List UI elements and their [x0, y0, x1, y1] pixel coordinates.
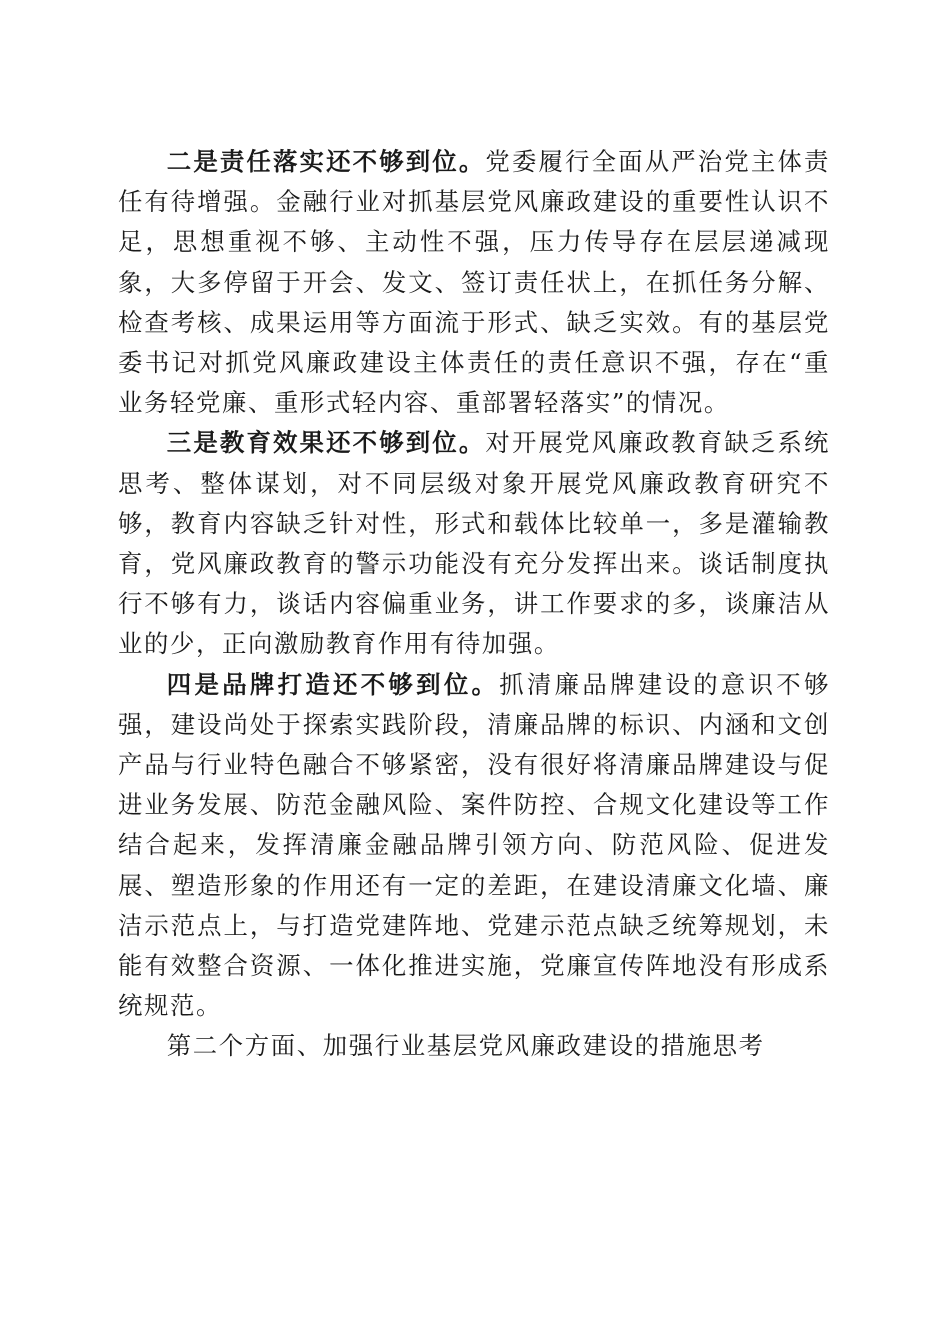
paragraph-lead: 四是品牌打造还不够到位。	[166, 669, 500, 699]
paragraph-responsibility	[118, 142, 830, 423]
paragraph-body: 抓清廉品牌建设的意识不够强，建设尚处于探索实践阶段，清廉品牌的标识、内涵和文创产品与行业特色融合不够紧密，没有很好将清廉品牌建设与促进业务发展、防范金融风险、案件防控、合规文化建设等工作结合起来，发挥清廉金融品牌引领方向、防范风险、促进发展、塑造形象的作用还有一定的差距，在建设清廉文化墙、廉洁示范点上，与打造党建阵地、党建示范点缺乏统筹规划，未能有效整合资源、一体化推进实施，党廉宣传阵地没有形成系统规范。	[118, 669, 831, 1021]
section-heading: 第二个方面、加强行业基层党风廉政建设的措施思考	[166, 1031, 765, 1061]
paragraph-body: 对开展党风廉政教育缺乏系统思考、整体谋划，对不同层级对象开展党风廉政教育研究不够，教育内容缺乏针对性，形式和载体比较单一，多是灌输教育，党风廉政教育的警示功能没有充分发挥出来。谈话制度执行不够有力，谈话内容偏重业务，讲工作要求的多，谈廉洁从业的少，正向激励教育作用有待加强。	[118, 428, 830, 659]
paragraph-body: 党委履行全面从严治党主体责任有待增强。金融行业对抓基层党风廉政建设的重要性认识不足，思想重视不够、主动性不强，压力传导存在层层递减现象，大多停留于开会、发文、签订责任状上，在抓任务分解、检查考核、成果运用等方面流于形式、缺乏实效。有的基层党委书记对抓党风廉政建设主体责任的责任意识不强，存在“重业务轻党廉、重形式轻内容、重部署轻落实”的情况。	[118, 147, 830, 418]
paragraph-lead: 二是责任落实还不够到位。	[166, 147, 486, 176]
document-body	[118, 142, 830, 1067]
paragraph-brand	[118, 665, 830, 1027]
paragraph-education	[118, 423, 830, 664]
paragraph-lead: 三是教育效果还不够到位。	[166, 428, 486, 458]
